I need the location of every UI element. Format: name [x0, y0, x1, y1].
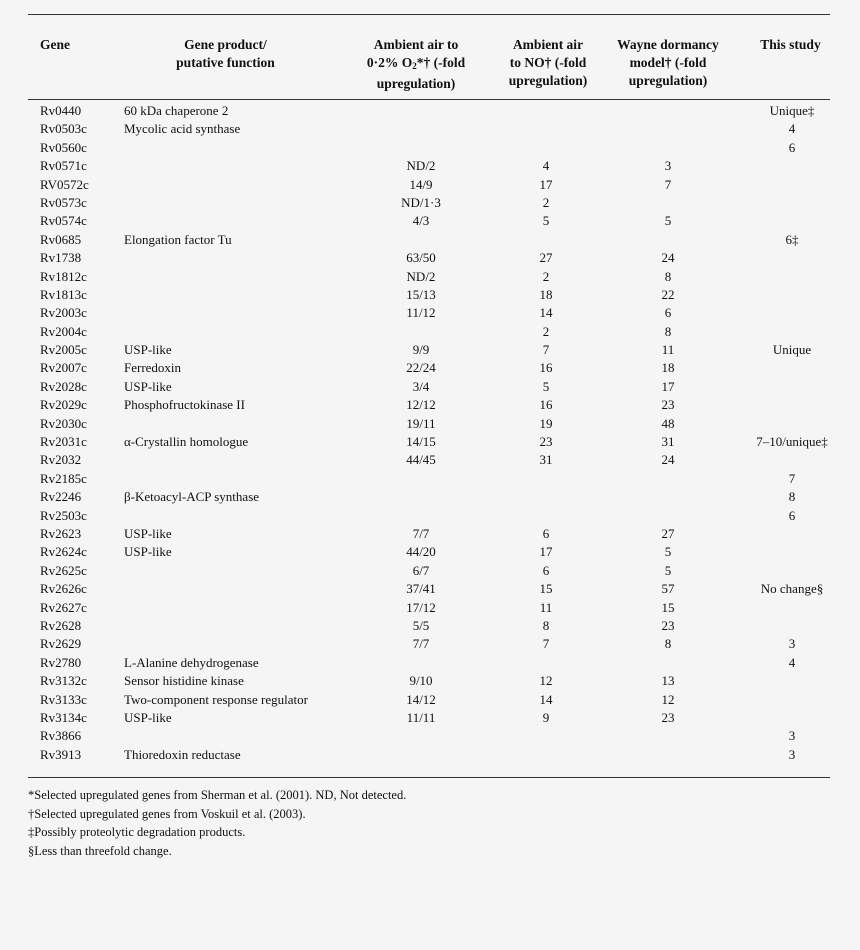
cell-this-study: Unique [772, 342, 812, 358]
cell-ambient-o2: 14/9 [409, 176, 433, 192]
cell-ambient-o2: 14/12 [406, 691, 436, 707]
cell-wayne: 24 [661, 452, 675, 468]
cell-ambient-o2: 12/12 [406, 397, 436, 413]
table-row [28, 599, 830, 617]
cell-ambient-no: 9 [542, 709, 550, 725]
cell-product: USP-like [124, 342, 172, 358]
cell-gene: Rv2246 [40, 489, 82, 505]
cell-gene: Rv0440 [40, 103, 82, 118]
cell-wayne: 12 [661, 691, 675, 707]
cell-gene: Rv2624c [40, 544, 87, 560]
cell-ambient-o2: 15/13 [406, 286, 436, 302]
cell-ambient-o2: 6/7 [412, 562, 430, 578]
cell-gene: Rv0571c [40, 158, 87, 174]
cell-wayne: 23 [661, 617, 675, 633]
cell-this-study: 8 [788, 489, 796, 505]
top-rule [28, 14, 830, 15]
header-ambient-o2: Ambient air to 0·2% $O_2*\dagger$ (-fold upregulation) [366, 37, 466, 91]
table-row [28, 635, 830, 653]
cell-product: USP-like [124, 378, 172, 394]
cell-gene: Rv2028c [40, 378, 87, 394]
cell-ambient-no: 11 [539, 599, 553, 615]
bottom-rule [28, 777, 830, 778]
table-row [28, 194, 830, 212]
cell-ambient-o2: ND/2 [406, 158, 436, 174]
cell-ambient-o2: ND/2 [406, 268, 436, 284]
cell-gene: Rv1812c [40, 268, 87, 284]
table-row [28, 451, 830, 469]
cell-gene: Rv2003c [40, 305, 87, 321]
cell-this-study: No change§ [760, 581, 824, 597]
cell-gene: Rv2185c [40, 470, 87, 486]
cell-wayne: 23 [661, 709, 675, 725]
cell-ambient-no: 2 [542, 194, 550, 210]
cell-product: USP-like [124, 709, 172, 725]
cell-ambient-no: 5 [542, 378, 550, 394]
footnote-4: §Less than threefold change. [28, 843, 172, 858]
cell-wayne: 23 [661, 397, 675, 413]
cell-wayne: 5 [664, 544, 672, 560]
cell-ambient-o2: 14/15 [406, 434, 436, 450]
cell-gene: Rv2627c [40, 599, 87, 615]
cell-gene: Rv0560c [40, 139, 87, 155]
table-row [28, 249, 830, 267]
cell-wayne: 17 [661, 378, 675, 394]
cell-gene: Rv0573c [40, 194, 87, 210]
cell-product: Phosphofructokinase II [124, 397, 245, 413]
cell-gene: Rv2029c [40, 397, 87, 413]
table-row [28, 617, 830, 635]
cell-ambient-o2: 7/7 [412, 636, 430, 652]
cell-gene: Rv2628 [40, 617, 82, 633]
header-wayne-model: Wayne dormancy model† (-fold upregulation) [617, 37, 719, 88]
cell-product: Mycolic acid synthase [124, 121, 241, 137]
cell-product: Sensor histidine kinase [124, 673, 244, 689]
cell-ambient-o2: 5/5 [412, 617, 430, 633]
header-ambient-no: Ambient air to NO† (-fold upregulation) [508, 37, 588, 88]
cell-this-study: 4 [788, 121, 796, 137]
cell-ambient-no: 31 [539, 452, 553, 468]
cell-wayne: 13 [661, 673, 675, 689]
cell-wayne: 57 [661, 581, 675, 597]
table-row [28, 543, 830, 561]
cell-ambient-o2: 37/41 [406, 581, 436, 597]
cell-ambient-no: 19 [539, 415, 553, 431]
cell-this-study: 3 [788, 728, 796, 744]
cell-product: β-Ketoacyl-ACP synthase [124, 489, 260, 505]
cell-ambient-o2: 9/9 [412, 342, 430, 358]
cell-product: Thioredoxin reductase [124, 746, 241, 762]
cell-gene: Rv3913 [40, 746, 82, 762]
table-row [28, 746, 830, 764]
cell-gene: Rv0685 [40, 231, 82, 247]
table-body [28, 102, 830, 764]
cell-gene: Rv2623 [40, 525, 82, 541]
cell-gene: Rv2780 [40, 654, 82, 670]
table-row [28, 396, 830, 414]
cell-ambient-no: 15 [539, 581, 553, 597]
cell-gene: Rv3866 [40, 728, 82, 744]
cell-wayne: 11 [661, 342, 675, 358]
cell-this-study: 3 [788, 746, 796, 762]
table-row [28, 488, 830, 506]
cell-ambient-o2: 11/12 [406, 305, 436, 321]
footnote-1: *Selected upregulated genes from Sherman et al. (2001). ND, Not detected. [28, 788, 407, 802]
cell-wayne: 8 [664, 323, 672, 339]
cell-gene: RV0572c [40, 176, 89, 192]
cell-ambient-o2: 3/4 [412, 378, 430, 394]
cell-gene: Rv3132c [40, 673, 87, 689]
cell-wayne: 5 [664, 562, 672, 578]
cell-gene: Rv0503c [40, 121, 87, 137]
cell-ambient-no: 27 [539, 250, 553, 266]
cell-wayne: 8 [664, 268, 672, 284]
cell-this-study: 4 [788, 654, 796, 670]
cell-gene: Rv2032 [40, 452, 82, 468]
table-row [28, 654, 830, 672]
cell-this-study: 6 [788, 507, 796, 523]
cell-product: 60 kDa chaperone 2 [124, 103, 229, 118]
table-row [28, 231, 830, 249]
cell-gene: Rv3133c [40, 691, 87, 707]
table-row [28, 359, 830, 377]
table-row [28, 433, 830, 451]
table-row [28, 562, 830, 580]
cell-ambient-no: 17 [539, 544, 553, 560]
table-row [28, 268, 830, 286]
cell-product: L-Alanine dehydrogenase [124, 654, 259, 670]
table-row [28, 378, 830, 396]
cell-wayne: 27 [661, 525, 675, 541]
cell-this-study: 7 [788, 470, 796, 486]
footnote-2: †Selected upregulated genes from Voskuil et al. (2003). [28, 806, 306, 821]
cell-product: Two-component response regulator [124, 691, 308, 707]
cell-gene: Rv0574c [40, 213, 87, 229]
header-gene-product: Gene product/ putative function [176, 37, 275, 70]
table-row [28, 304, 830, 322]
cell-ambient-o2: 11/11 [406, 709, 436, 725]
table-row [28, 323, 830, 341]
cell-ambient-o2: 4/3 [412, 213, 430, 229]
cell-ambient-o2: 63/50 [406, 250, 436, 266]
cell-ambient-no: 18 [539, 286, 553, 302]
cell-ambient-no: 2 [542, 323, 550, 339]
cell-wayne: 8 [664, 636, 672, 652]
cell-ambient-no: 7 [542, 342, 550, 358]
cell-this-study: 3 [788, 636, 796, 652]
cell-ambient-no: 6 [542, 562, 550, 578]
cell-product: Ferredoxin [124, 360, 182, 376]
cell-gene: Rv2004c [40, 323, 87, 339]
cell-wayne: 6 [664, 305, 672, 321]
footnotes [28, 786, 830, 860]
cell-ambient-no: 5 [542, 213, 550, 229]
cell-gene: Rv2030c [40, 415, 87, 431]
cell-ambient-o2: 7/7 [412, 525, 430, 541]
table-row [28, 672, 830, 690]
cell-gene: Rv3134c [40, 709, 87, 725]
cell-wayne: 15 [661, 599, 675, 615]
table-row [28, 580, 830, 598]
cell-this-study: 7–10/unique‡ [756, 434, 828, 450]
table-row [28, 286, 830, 304]
cell-product: USP-like [124, 525, 172, 541]
cell-ambient-no: 16 [539, 397, 553, 413]
table-row [28, 727, 830, 745]
cell-gene: Rv1738 [40, 250, 82, 266]
table-row [28, 415, 830, 433]
cell-ambient-no: 14 [539, 691, 553, 707]
cell-ambient-no: 12 [539, 673, 553, 689]
table-row [28, 139, 830, 157]
cell-ambient-no: 7 [542, 636, 550, 652]
header-this-study: This study [760, 37, 821, 52]
cell-wayne: 5 [664, 213, 672, 229]
cell-wayne: 18 [661, 360, 675, 376]
cell-ambient-o2: 44/20 [406, 544, 436, 560]
cell-ambient-no: 23 [539, 434, 553, 450]
cell-gene: Rv1813c [40, 286, 87, 302]
cell-ambient-o2: 19/11 [406, 415, 436, 431]
table-row [28, 176, 830, 194]
cell-gene: Rv2625c [40, 562, 87, 578]
cell-this-study: 6‡ [785, 231, 799, 247]
cell-this-study: 6 [788, 139, 796, 155]
header-gene: Gene [40, 37, 70, 52]
table-row [28, 157, 830, 175]
cell-gene: Rv2005c [40, 342, 87, 358]
cell-ambient-no: 8 [542, 617, 550, 633]
cell-wayne: 48 [661, 415, 675, 431]
footnote-3: ‡Possibly proteolytic degradation products. [28, 825, 246, 839]
cell-product: α-Crystallin homologue [124, 434, 249, 450]
table-row [28, 120, 830, 138]
table-row [28, 709, 830, 727]
cell-ambient-o2: ND/1·3 [401, 194, 441, 210]
cell-product: Elongation factor Tu [124, 231, 232, 247]
cell-ambient-no: 16 [539, 360, 553, 376]
table-row [28, 525, 830, 543]
cell-wayne: 24 [661, 250, 675, 266]
cell-ambient-no: 17 [539, 176, 553, 192]
cell-ambient-no: 6 [542, 525, 550, 541]
cell-gene: Rv2626c [40, 581, 87, 597]
cell-this-study: Unique‡ [769, 103, 815, 118]
table-row [28, 691, 830, 709]
cell-ambient-o2: 44/45 [406, 452, 436, 468]
cell-gene: Rv2007c [40, 360, 87, 376]
cell-ambient-o2: 22/24 [406, 360, 436, 376]
cell-product: USP-like [124, 544, 172, 560]
cell-gene: Rv2503c [40, 507, 87, 523]
cell-ambient-o2: 17/12 [406, 599, 436, 615]
cell-gene: Rv2031c [40, 434, 87, 450]
header-rule [28, 99, 830, 100]
cell-wayne: 7 [664, 176, 672, 192]
table-row [28, 341, 830, 359]
cell-wayne: 22 [661, 286, 675, 302]
table-row [28, 102, 830, 120]
cell-ambient-no: 4 [542, 158, 550, 174]
cell-ambient-o2: 9/10 [409, 673, 433, 689]
cell-wayne: 31 [661, 434, 675, 450]
cell-wayne: 3 [664, 158, 672, 174]
table-row [28, 507, 830, 525]
table-row [28, 212, 830, 230]
cell-ambient-no: 2 [542, 268, 550, 284]
cell-gene: Rv2629 [40, 636, 82, 652]
table-row [28, 470, 830, 488]
cell-ambient-no: 14 [539, 305, 553, 321]
